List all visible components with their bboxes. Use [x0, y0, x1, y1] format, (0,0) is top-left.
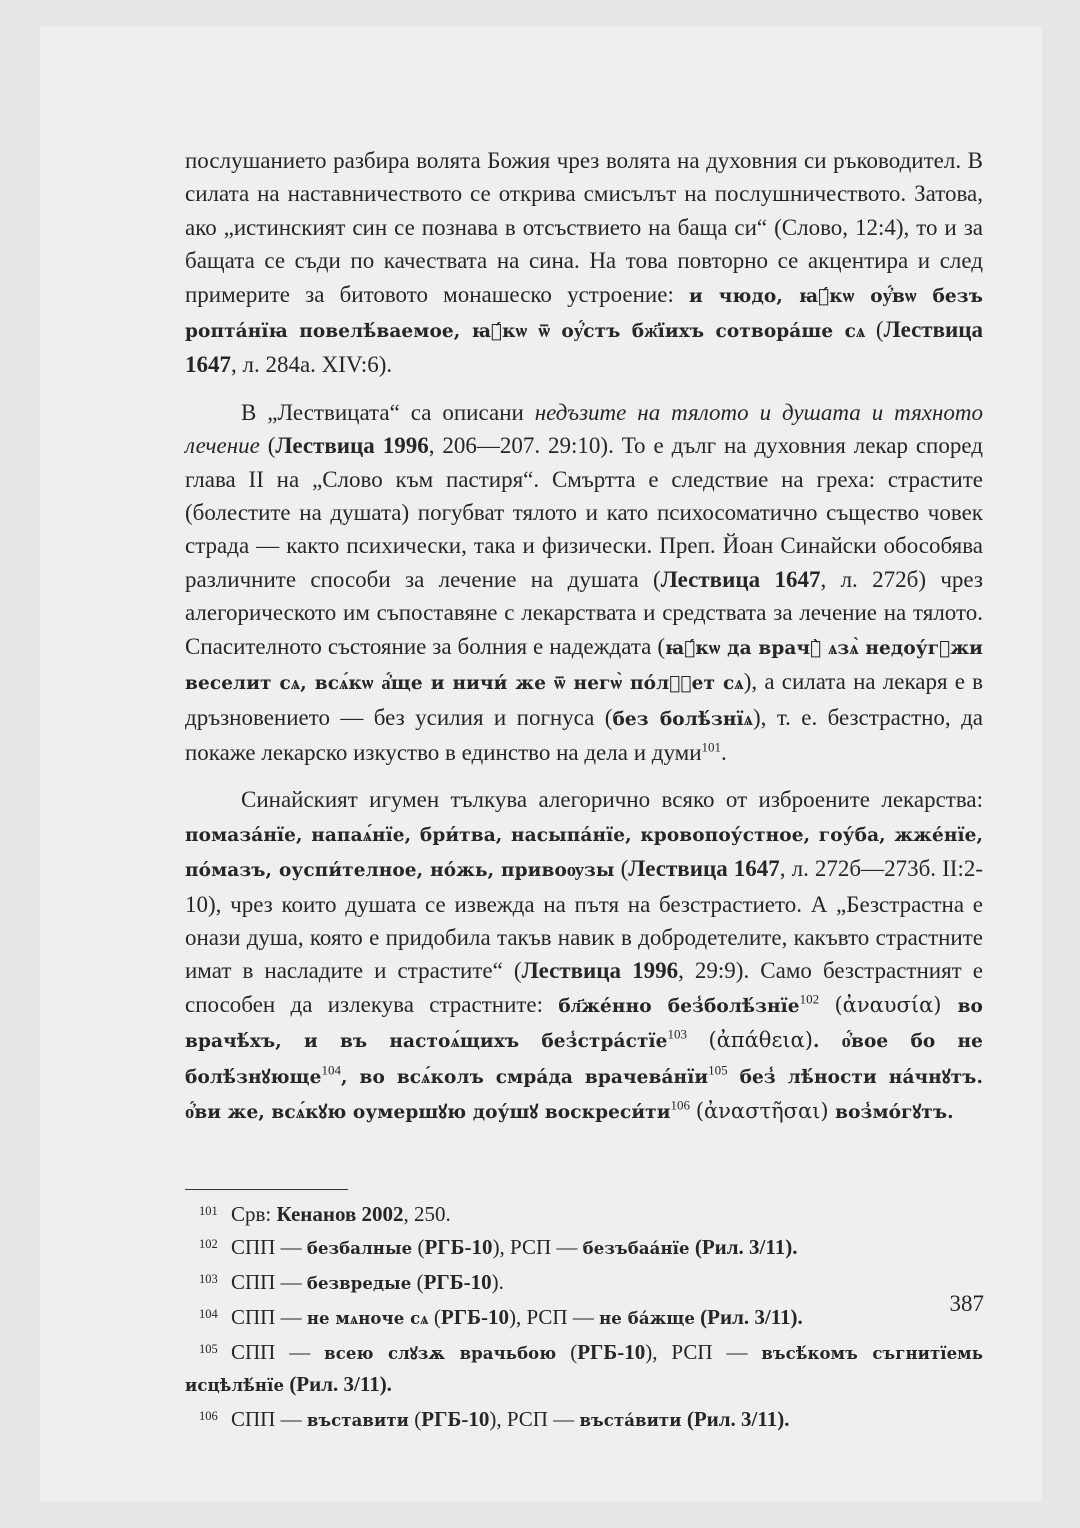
- paragraph-2: В „Лествицата“ са описани недъзите на тялото и душата и тяхното лечение (Лествица 1996, 206—207. 29:10). То е дълг на духовния лекар според глава II на „Слово към пастиря“. Смъртта е следствие на греха: страстите (болестите на душата) погубват тялото и като психосоматично същество човек страда — както психически, така и физически. Преп. Йоан Синайски обособява различните способи за лечение на душата (Лествица 1647, л. 272б) чрез алегорическото им съпоставяне с лекарствата и средствата за лечение на тялото. Спасителното състояние за болния е надеждата (ꙗ҆́кѡ да врачꙋ̀ ѧзѧ̀ недоу́гꙋжи веселит сѧ, всѧ́кѡ а҆́ще и ничи́ же ѿ негѡ̀ по́лꙁꙋет сѧ), а силата на лекаря е в дръзновението — без усилия и погнуса (без болѣ́знїѧ), т. е. безстрастно, да покаже лекарско изкуство в единство на дела и думи$^{101}$.: [185, 399, 984, 765]
- church-slavonic-quote: во врачѣ́хъ, и въ настоѧ́щихъ без̾стра́стїе: [185, 995, 983, 1053]
- footnote: 103 СПП — безвредые (РГБ-10).: [185, 1264, 983, 1299]
- footnote: 101 Срв: Кенанов 2002, 250.: [185, 1196, 983, 1229]
- paragraph-3: Синайският игумен тълкува алегорично всяко от изброените лекарства: помаза́нїе, напаѧ́нїе, бри́тва, насыпа́нїе, кровопоу́стное, гоу́ба, жже́нїе, по́мазъ, оуспи́телное, но́жь, привоѹзы (Лествица 1647, л. 272б—273б. II:2-10), чрез които душата се извежда на пътя на безстрастието. А „Безстрастна е онази душа, която е придобила такъв навик в добродетелите, какъвто страстните имат в насладите и страстите“ (Лествица 1996, 29:9). Само безстрастният е способен да излекува страстните: бл҃же́нно без̾болѣ́знїе$^{102}$ (ἀναυσία) во врачѣ́хъ, и въ настоѧ́щихъ без̾стра́стїе$^{103}$ (ἀπάθεια). о҆́вое бо не болѣ́знꙋюще$^{104}$, во всѧ́колъ смра́да врачева́нїи$^{105}$ без̾ лѣ́ности на́чнꙋтъ. о҆́ви же, всѧ́кꙋю оумершꙋю доу́шꙋ $воскреси́ти^{106}$ (ἀναστῆσαι) воз̾мо́гꙋтъ.: [185, 787, 984, 1123]
- greek-term: (ἀναστῆσαι): [695, 1098, 829, 1123]
- source-ref: Лествица 1647: [185, 317, 983, 378]
- source-ref: Лествица 1647: [660, 566, 821, 592]
- body-text: [185, 144, 983, 1143]
- church-slavonic-quote: без болѣ́знїѧ: [612, 708, 754, 730]
- footnote-ref[interactable]: 101: [701, 739, 722, 755]
- footnote: 106 СПП — въставити (РГБ-10), РСП — въста́вити (Рил. 3/11).: [185, 1401, 983, 1436]
- church-slavonic-quote: ꙗ҆́кѡ да врачꙋ̀ ѧзѧ̀ недоу́гꙋжи веселит сѧ, всѧ́кѡ а҆́ще и ничи́ же ѿ негѡ̀ по́лꙁꙋет сѧ: [185, 637, 983, 695]
- footnote: 102 СПП — безбалные (РГБ-10), РСП — безъбаа́нїе (Рил. 3/11).: [185, 1229, 983, 1264]
- page-number: 387: [949, 1291, 984, 1316]
- footnote-number: 106: [199, 1409, 218, 1423]
- footnote-ref[interactable]: 106: [670, 1097, 691, 1113]
- footnotes: [185, 1196, 983, 1436]
- footnote-ref[interactable]: 105: [708, 1061, 728, 1077]
- church-slavonic-quote: , во всѧ́колъ смра́да врачева́нїи: [341, 1066, 709, 1088]
- source-ref: Лествица 1996: [521, 958, 679, 984]
- footnote-ref[interactable]: 103: [667, 1026, 688, 1042]
- footnote: 104 СПП — не мѧноче сѧ (РГБ-10), РСП — не ба́жще (Рил. 3/11).: [185, 1299, 983, 1334]
- source-ref: Лествица 1647: [628, 856, 780, 882]
- footnote-ref[interactable]: 104: [321, 1061, 342, 1077]
- greek-term: (ἀπάθεια): [708, 1028, 813, 1053]
- footnote-divider: [185, 1189, 348, 1190]
- greek-term: (ἀναυσία): [834, 992, 942, 1017]
- church-slavonic-quote: . о҆́вое бо не болѣ́знꙋюще: [185, 1031, 984, 1088]
- footnote-ref[interactable]: 102: [799, 991, 820, 1007]
- footnote-number: 104: [199, 1307, 218, 1321]
- footnote-number: 101: [199, 1204, 218, 1218]
- church-slavonic-quote: помаза́нїе, напаѧ́нїе, бри́тва, насыпа́нїе, кровопоу́стное, гоу́ба, жже́нїе, по́мазъ, оуспи́телное, но́жь, привоѹзы: [185, 824, 983, 882]
- footnote-number: 103: [199, 1272, 218, 1286]
- book-page: [40, 26, 1042, 1502]
- footnote-number: 102: [199, 1237, 218, 1251]
- italic-phrase: недъзите на тялото и душата и тяхното лечение: [185, 399, 983, 459]
- church-slavonic-quote: бл҃же́нно без̾болѣ́знїе: [558, 995, 800, 1017]
- paragraph-1: послушанието разбира волята Божия чрез волята на духовния си ръководител. В силата на наставничеството се открива смисълът на послушничеството. Затова, ако „истинският син се познава в отсъствието на баща си“ (Слово, 12:4), то и за бащата се съди по качествата на сина. На това повторно се акцентира и след примерите за битовото монашеско устроение: и чюдо, ꙗ҆́кѡ оу҆́вѡ безъ ропта́нїꙗ повелѣ́ваемое, ꙗ҆́кѡ ѿ оу҆́стъ бж҃їихъ сотвора́ше сѧ (Лествица 1647, л. 284а. XIV:6).: [185, 148, 983, 378]
- church-slavonic-quote: без̾ лѣ́ности на́чнꙋтъ. о҆́ви же, всѧ́кꙋю оумершꙋю доу́шꙋ воскреси́ти: [185, 1066, 983, 1123]
- footnote: 105 СПП — всею слꙋзѫ врачьбою (РГБ-10), РСП — въсѣ́комъ съгнитїемь исцѣлѣ́нїе (Рил. 3/11).: [185, 1334, 983, 1401]
- source-ref: Лествица 1996: [275, 433, 429, 459]
- church-slavonic-quote: и чюдо, ꙗ҆́кѡ оу҆́вѡ безъ ропта́нїꙗ повелѣ́ваемое, ꙗ҆́кѡ ѿ оу҆́стъ бж҃їихъ сотвора́ше сѧ: [185, 285, 983, 343]
- footnote-number: 105: [199, 1342, 218, 1356]
- church-slavonic-quote: воз̾мо́гꙋтъ.: [828, 1101, 954, 1123]
